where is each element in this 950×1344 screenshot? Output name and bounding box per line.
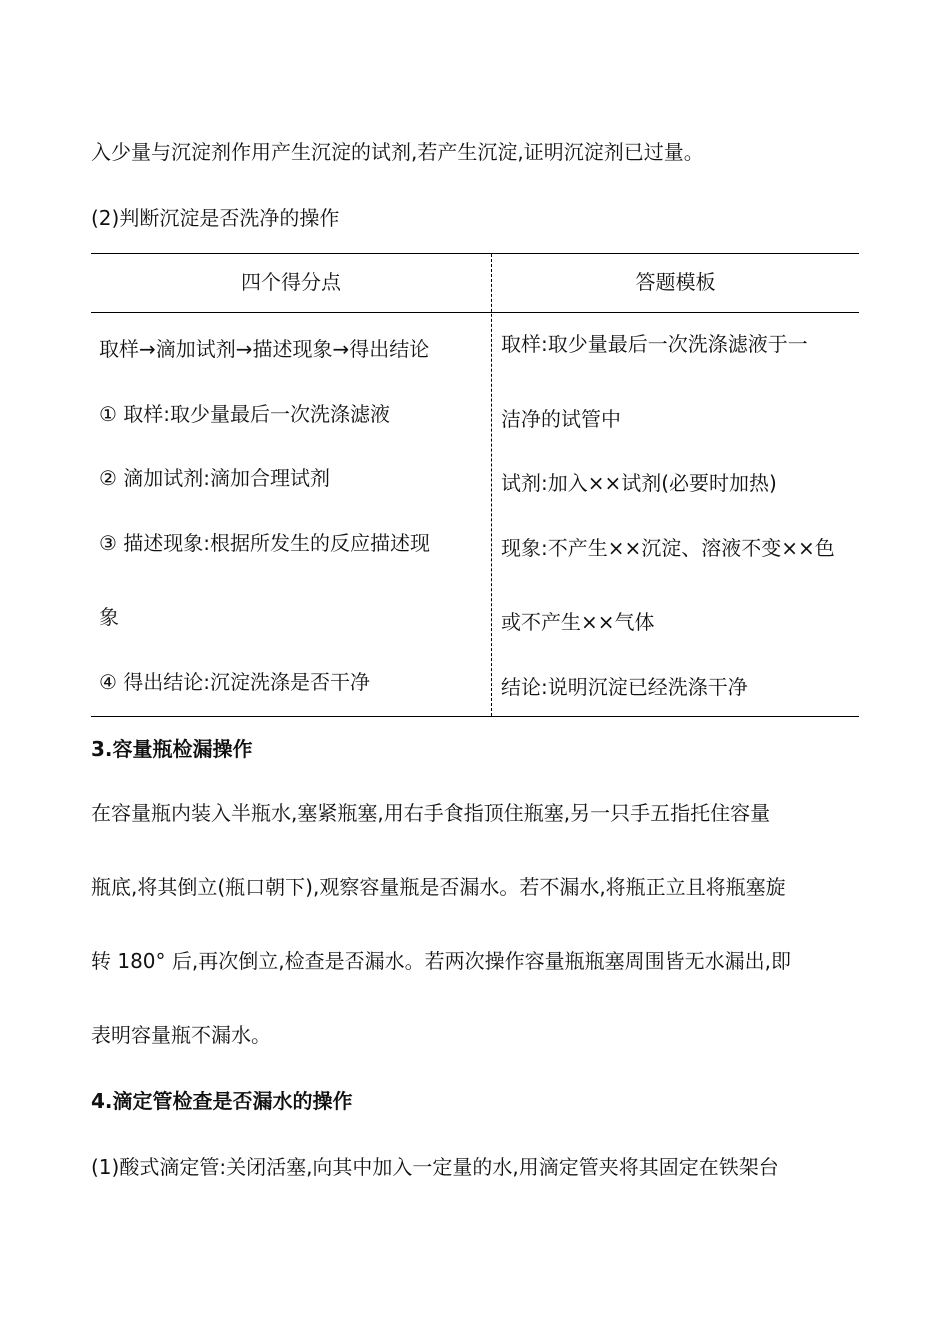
- left-line: ③ 描述现象:根据所发生的反应描述现: [99, 531, 431, 555]
- right-line: 试剂:加入××试剂(必要时加热): [501, 471, 777, 495]
- table-top-rule: [91, 253, 859, 254]
- table-header-rule: [91, 312, 859, 313]
- left-line: 象: [99, 605, 119, 629]
- section3-line: 转 180° 后,再次倒立,检查是否漏水。若两次操作容量瓶瓶塞周围皆无水漏出,即: [91, 949, 791, 973]
- section4-title: 4.滴定管检查是否漏水的操作: [91, 1089, 353, 1113]
- right-line: 结论:说明沉淀已经洗涤干净: [501, 675, 748, 699]
- section3-line: 在容量瓶内装入半瓶水,塞紧瓶塞,用右手食指顶住瓶塞,另一只手五指托住容量: [91, 801, 771, 825]
- table-bottom-rule: [91, 716, 859, 717]
- subtitle-2: (2)判断沉淀是否洗净的操作: [91, 206, 340, 230]
- right-line: 现象:不产生××沉淀、溶液不变××色: [501, 536, 835, 560]
- left-line: ① 取样:取少量最后一次洗涤滤液: [99, 402, 391, 426]
- right-line: 或不产生××气体: [501, 610, 655, 634]
- left-line: 取样→滴加试剂→描述现象→得出结论: [99, 337, 430, 361]
- section4-line: (1)酸式滴定管:关闭活塞,向其中加入一定量的水,用滴定管夹将其固定在铁架台: [91, 1155, 779, 1179]
- section3-line: 瓶底,将其倒立(瓶口朝下),观察容量瓶是否漏水。若不漏水,将瓶正立且将瓶塞旋: [91, 875, 786, 899]
- right-line: 洁净的试管中: [501, 407, 621, 431]
- right-line: 取样:取少量最后一次洗涤滤液于一: [501, 332, 808, 356]
- left-line: ④ 得出结论:沉淀洗涤是否干净: [99, 670, 371, 694]
- section3-title: 3.容量瓶检漏操作: [91, 737, 253, 761]
- table-header-right: 答题模板: [635, 270, 716, 294]
- table-column-divider: [491, 254, 492, 716]
- table-header-left: 四个得分点: [241, 270, 341, 294]
- intro-line: 入少量与沉淀剂作用产生沉淀的试剂,若产生沉淀,证明沉淀剂已过量。: [91, 140, 704, 164]
- section3-line: 表明容量瓶不漏水。: [91, 1023, 271, 1047]
- left-line: ② 滴加试剂:滴加合理试剂: [99, 466, 331, 490]
